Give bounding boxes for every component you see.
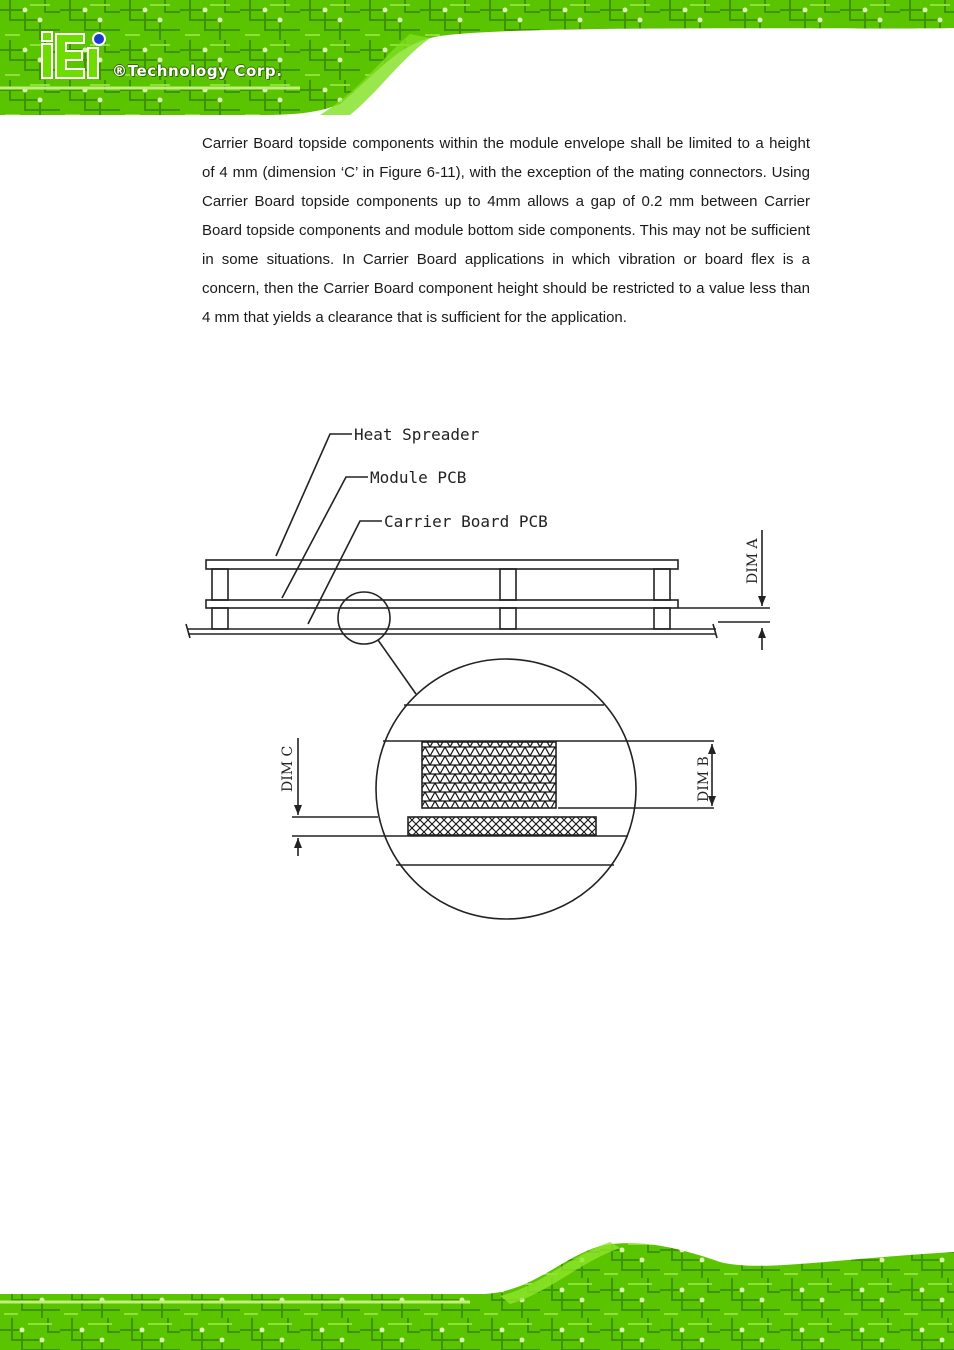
module-pcb-plate [206, 600, 678, 608]
carrier-board-pcb [188, 629, 716, 634]
body-paragraph: Carrier Board topside components within the module envelope shall be limited to a height of 4 mm (dimension ‘C’ in Figure 6-11), with the exception of the mating connectors. Using Carrier Board topside components up to 4mm allows a gap of 0.2 mm between Carrier Board topside components and module bottom side components. This may not be sufficient in some situations. In Carrier Board applications in which vibration or board flex is a concern, then the Carrier Board component height should be restricted to a value less than 4 mm that yields a clearance that is sufficient for the application. [202, 135, 810, 326]
label-dim-a: DIM A [745, 538, 761, 584]
label-carrier-board-pcb: Carrier Board PCB [384, 512, 548, 531]
footer-banner [0, 1238, 954, 1350]
logo-text: ®Technology Corp. [112, 62, 283, 80]
heat-spreader-plate [206, 560, 678, 569]
label-heat-spreader: Heat Spreader [354, 425, 480, 444]
label-dim-b: DIM B [696, 756, 712, 802]
component-height-figure [170, 405, 790, 925]
label-module-pcb: Module PCB [370, 468, 467, 487]
iei-logo-icon [38, 30, 118, 82]
label-dim-c: DIM C [280, 745, 296, 792]
